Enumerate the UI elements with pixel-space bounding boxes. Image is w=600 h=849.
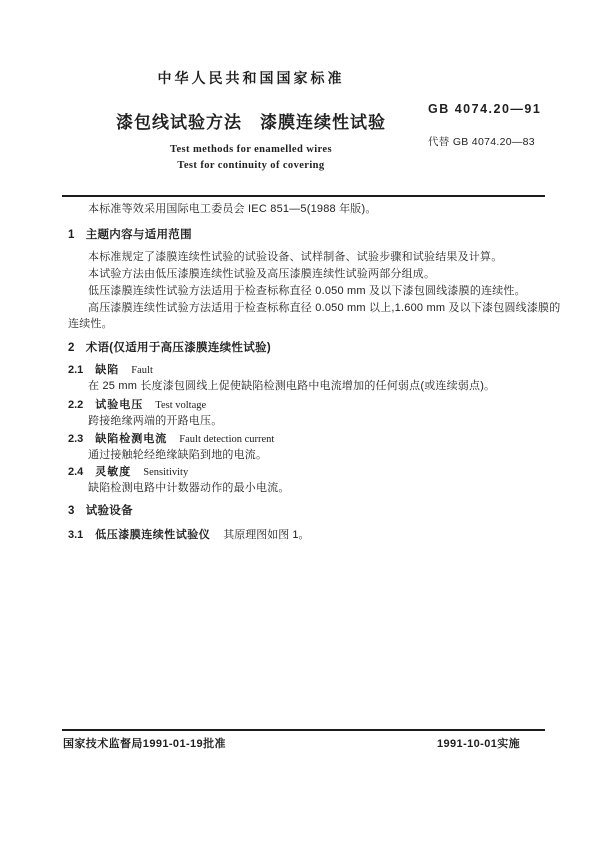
english-subtitle-line1: Test methods for enamelled wires: [170, 144, 332, 155]
footer-divider-rule: [62, 729, 545, 731]
section-3-title: 试验设备: [85, 505, 133, 517]
term-definition-2-3: 通过接触轮经绝缘缺陷到地的电流。: [88, 449, 268, 461]
term-number: 2.1: [68, 364, 84, 376]
term-definition-2-4: 缺陷检测电路中计数器动作的最小电流。: [88, 482, 290, 494]
section-3-number: 3: [68, 505, 75, 517]
intro-paragraph: 本标准等效采用国际电工委员会 IEC 851—5(1988 年版)。: [88, 203, 377, 215]
clause-3-1: [68, 526, 309, 542]
clause-number: 3.1: [68, 529, 84, 541]
section-1-line: 低压漆膜连续性试验方法适用于检查标称直径 0.050 mm 及以下漆包圆线漆膜的连续性。: [88, 285, 526, 297]
term-name-zh: 试验电压: [95, 399, 144, 411]
section-1-line: 本标准规定了漆膜连续性试验的试验设备、试样制备、试验步骤和试验结果及计算。: [88, 251, 503, 263]
section-1-number: 1: [68, 229, 75, 241]
term-heading-2-4: [68, 463, 188, 479]
term-number: 2.3: [68, 433, 84, 445]
approval-note: 国家技术监督局1991-01-19批准: [63, 738, 226, 750]
section-2-title: 术语(仅适用于高压漆膜连续性试验): [85, 342, 271, 354]
term-name-zh: 灵敏度: [95, 466, 132, 478]
implementation-note: 1991-10-01实施: [437, 738, 521, 750]
term-name-en: Sensitivity: [143, 467, 189, 478]
section-1-line: 本试验方法由低压漆膜连续性试验及高压漆膜连续性试验两部分组成。: [88, 268, 436, 280]
replaces-note: 代替 GB 4074.20—83: [428, 136, 535, 148]
term-definition-2-1: 在 25 mm 长度漆包圆线上促使缺陷检测电路中电流增加的任何弱点(或连续弱点)。: [88, 380, 496, 392]
term-name-zh: 缺陷: [95, 364, 120, 376]
section-1-line: 连续性。: [68, 318, 113, 330]
term-number: 2.4: [68, 466, 84, 478]
section-3-heading: [68, 502, 133, 518]
english-subtitle-line2: Test for continuity of covering: [177, 160, 325, 171]
header-divider-rule: [62, 195, 545, 197]
standard-number: GB 4074.20—91: [428, 102, 542, 116]
national-standard-kicker: 中华人民共和国国家标准: [157, 70, 345, 86]
section-1-line: 高压漆膜连续性试验方法适用于检查标称直径 0.050 mm 以上,1.600 mm 及以下漆包圆线漆膜的: [88, 302, 561, 314]
term-heading-2-1: [68, 361, 153, 377]
section-2-heading: [68, 339, 271, 355]
term-heading-2-2: [68, 396, 206, 412]
term-name-en: Fault detection current: [179, 434, 275, 445]
clause-text: 其原理图如图 1。: [223, 529, 310, 541]
section-1-title: 主题内容与适用范围: [85, 229, 192, 241]
term-definition-2-2: 跨接绝缘两端的开路电压。: [88, 415, 223, 427]
term-number: 2.2: [68, 399, 84, 411]
section-1-heading: [68, 226, 192, 242]
section-2-number: 2: [68, 342, 75, 354]
term-heading-2-3: [68, 430, 274, 446]
term-name-en: Fault: [131, 365, 153, 376]
page-title: 漆包线试验方法 漆膜连续性试验: [116, 113, 386, 132]
clause-title: 低压漆膜连续性试验仪: [95, 529, 211, 541]
term-name-en: Test voltage: [155, 400, 207, 411]
term-name-zh: 缺陷检测电流: [95, 433, 168, 445]
